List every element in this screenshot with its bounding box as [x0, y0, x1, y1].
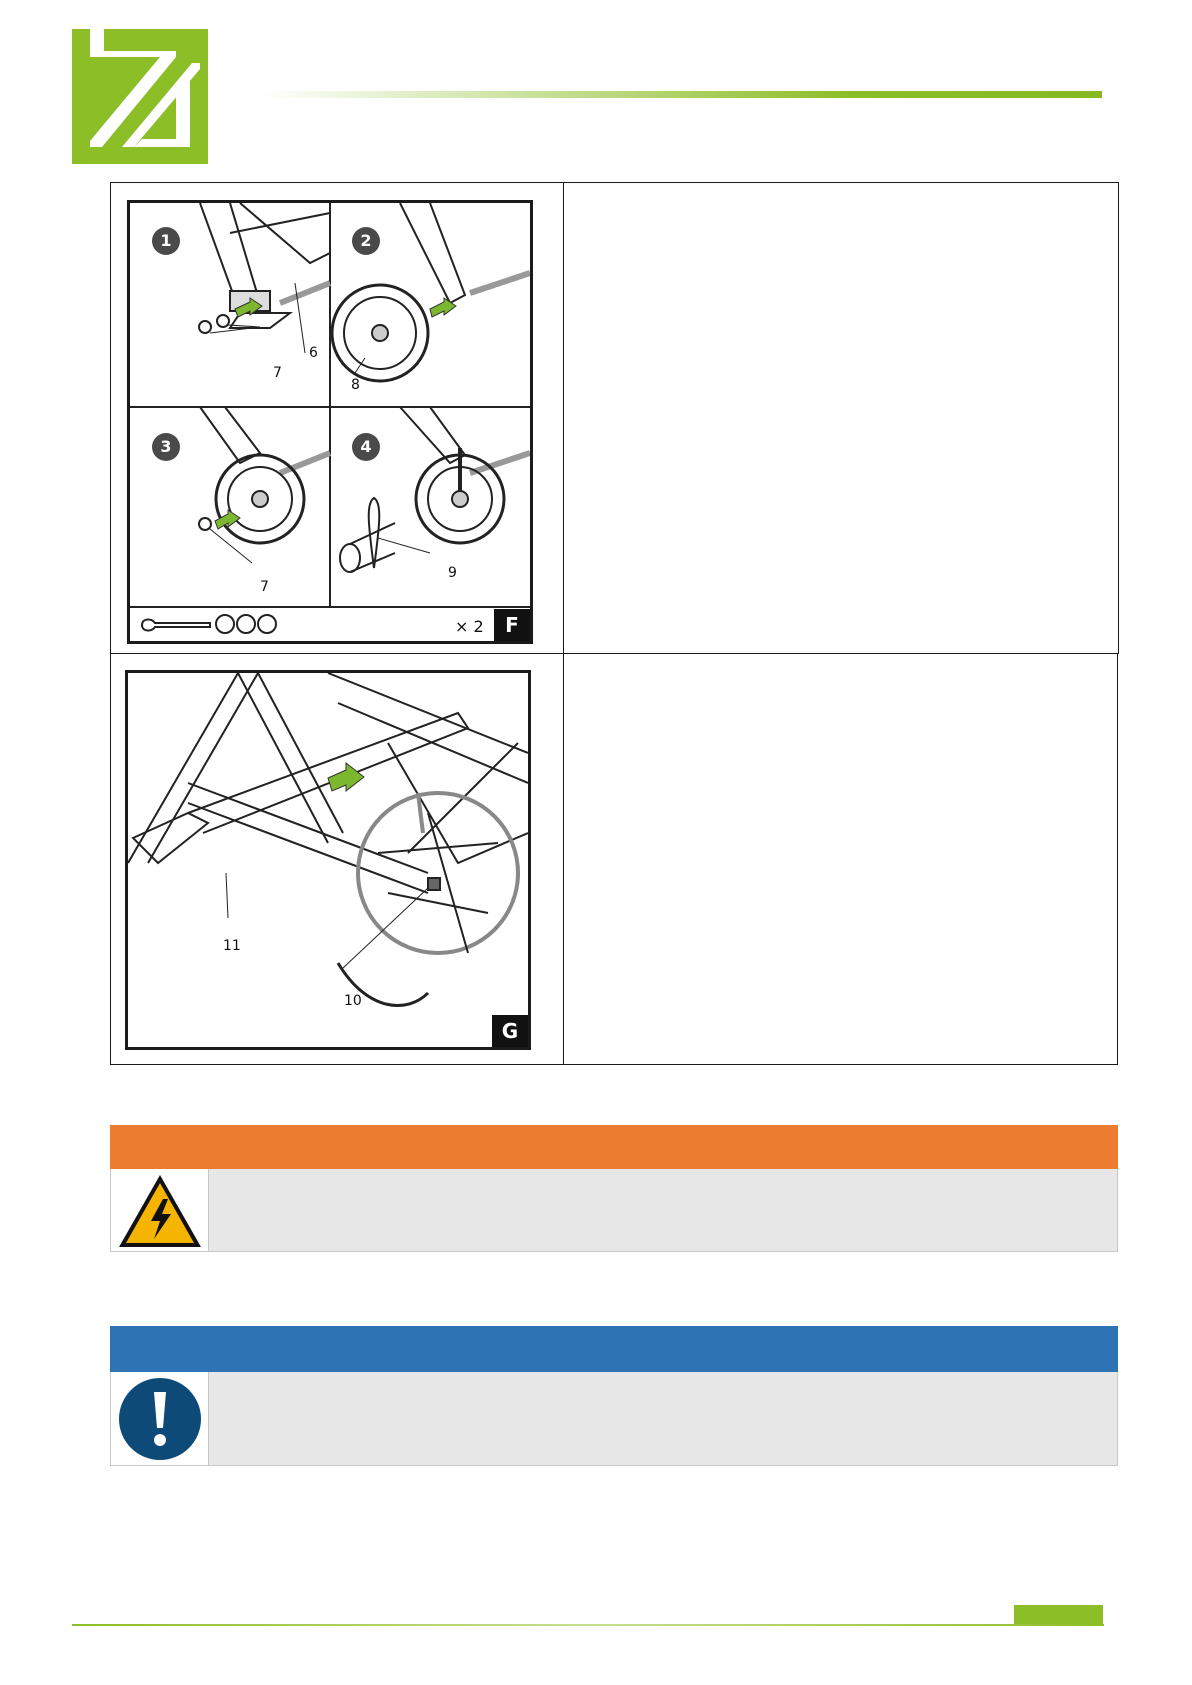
figure-letter-f: F: [494, 609, 530, 641]
header-rule: [260, 91, 1102, 98]
figure-g-illustration: [125, 670, 531, 1050]
callout-7-top: 7: [273, 365, 282, 381]
warning-box: [110, 1125, 1118, 1252]
electric-hazard-icon: [111, 1169, 209, 1251]
step-2-badge: 2: [352, 227, 380, 255]
handle-assembly-drawing: [128, 673, 528, 1047]
mandatory-exclamation-icon: [111, 1372, 209, 1466]
callout-7-bottom: 7: [260, 579, 269, 595]
warning-header-bar: [110, 1125, 1118, 1169]
notice-icon-cell: [111, 1372, 209, 1465]
warning-body: [110, 1169, 1118, 1252]
step-1-badge: 1: [152, 227, 180, 255]
callout-11: 11: [223, 938, 241, 954]
brand-logo: [72, 29, 208, 164]
callout-10: 10: [344, 993, 362, 1009]
wheel-assembly-drawing: [130, 203, 530, 641]
notice-box: [110, 1326, 1118, 1466]
warning-icon-cell: [111, 1169, 209, 1251]
callout-8: 8: [351, 377, 360, 393]
step-4-badge: 4: [352, 433, 380, 461]
figure-f-text-cell: [563, 182, 1119, 654]
page-number-tab: [1014, 1605, 1103, 1626]
footer-rule: [72, 1624, 1104, 1626]
figure-f-illustration: [127, 200, 533, 644]
notice-header-bar: [110, 1326, 1118, 1372]
parts-quantity: × 2: [455, 617, 484, 636]
step-3-badge: 3: [152, 433, 180, 461]
notice-body: [110, 1372, 1118, 1466]
figure-g-text-cell: [563, 653, 1118, 1065]
figure-letter-g: G: [492, 1015, 528, 1047]
callout-9: 9: [448, 565, 457, 581]
callout-6: 6: [309, 345, 318, 361]
